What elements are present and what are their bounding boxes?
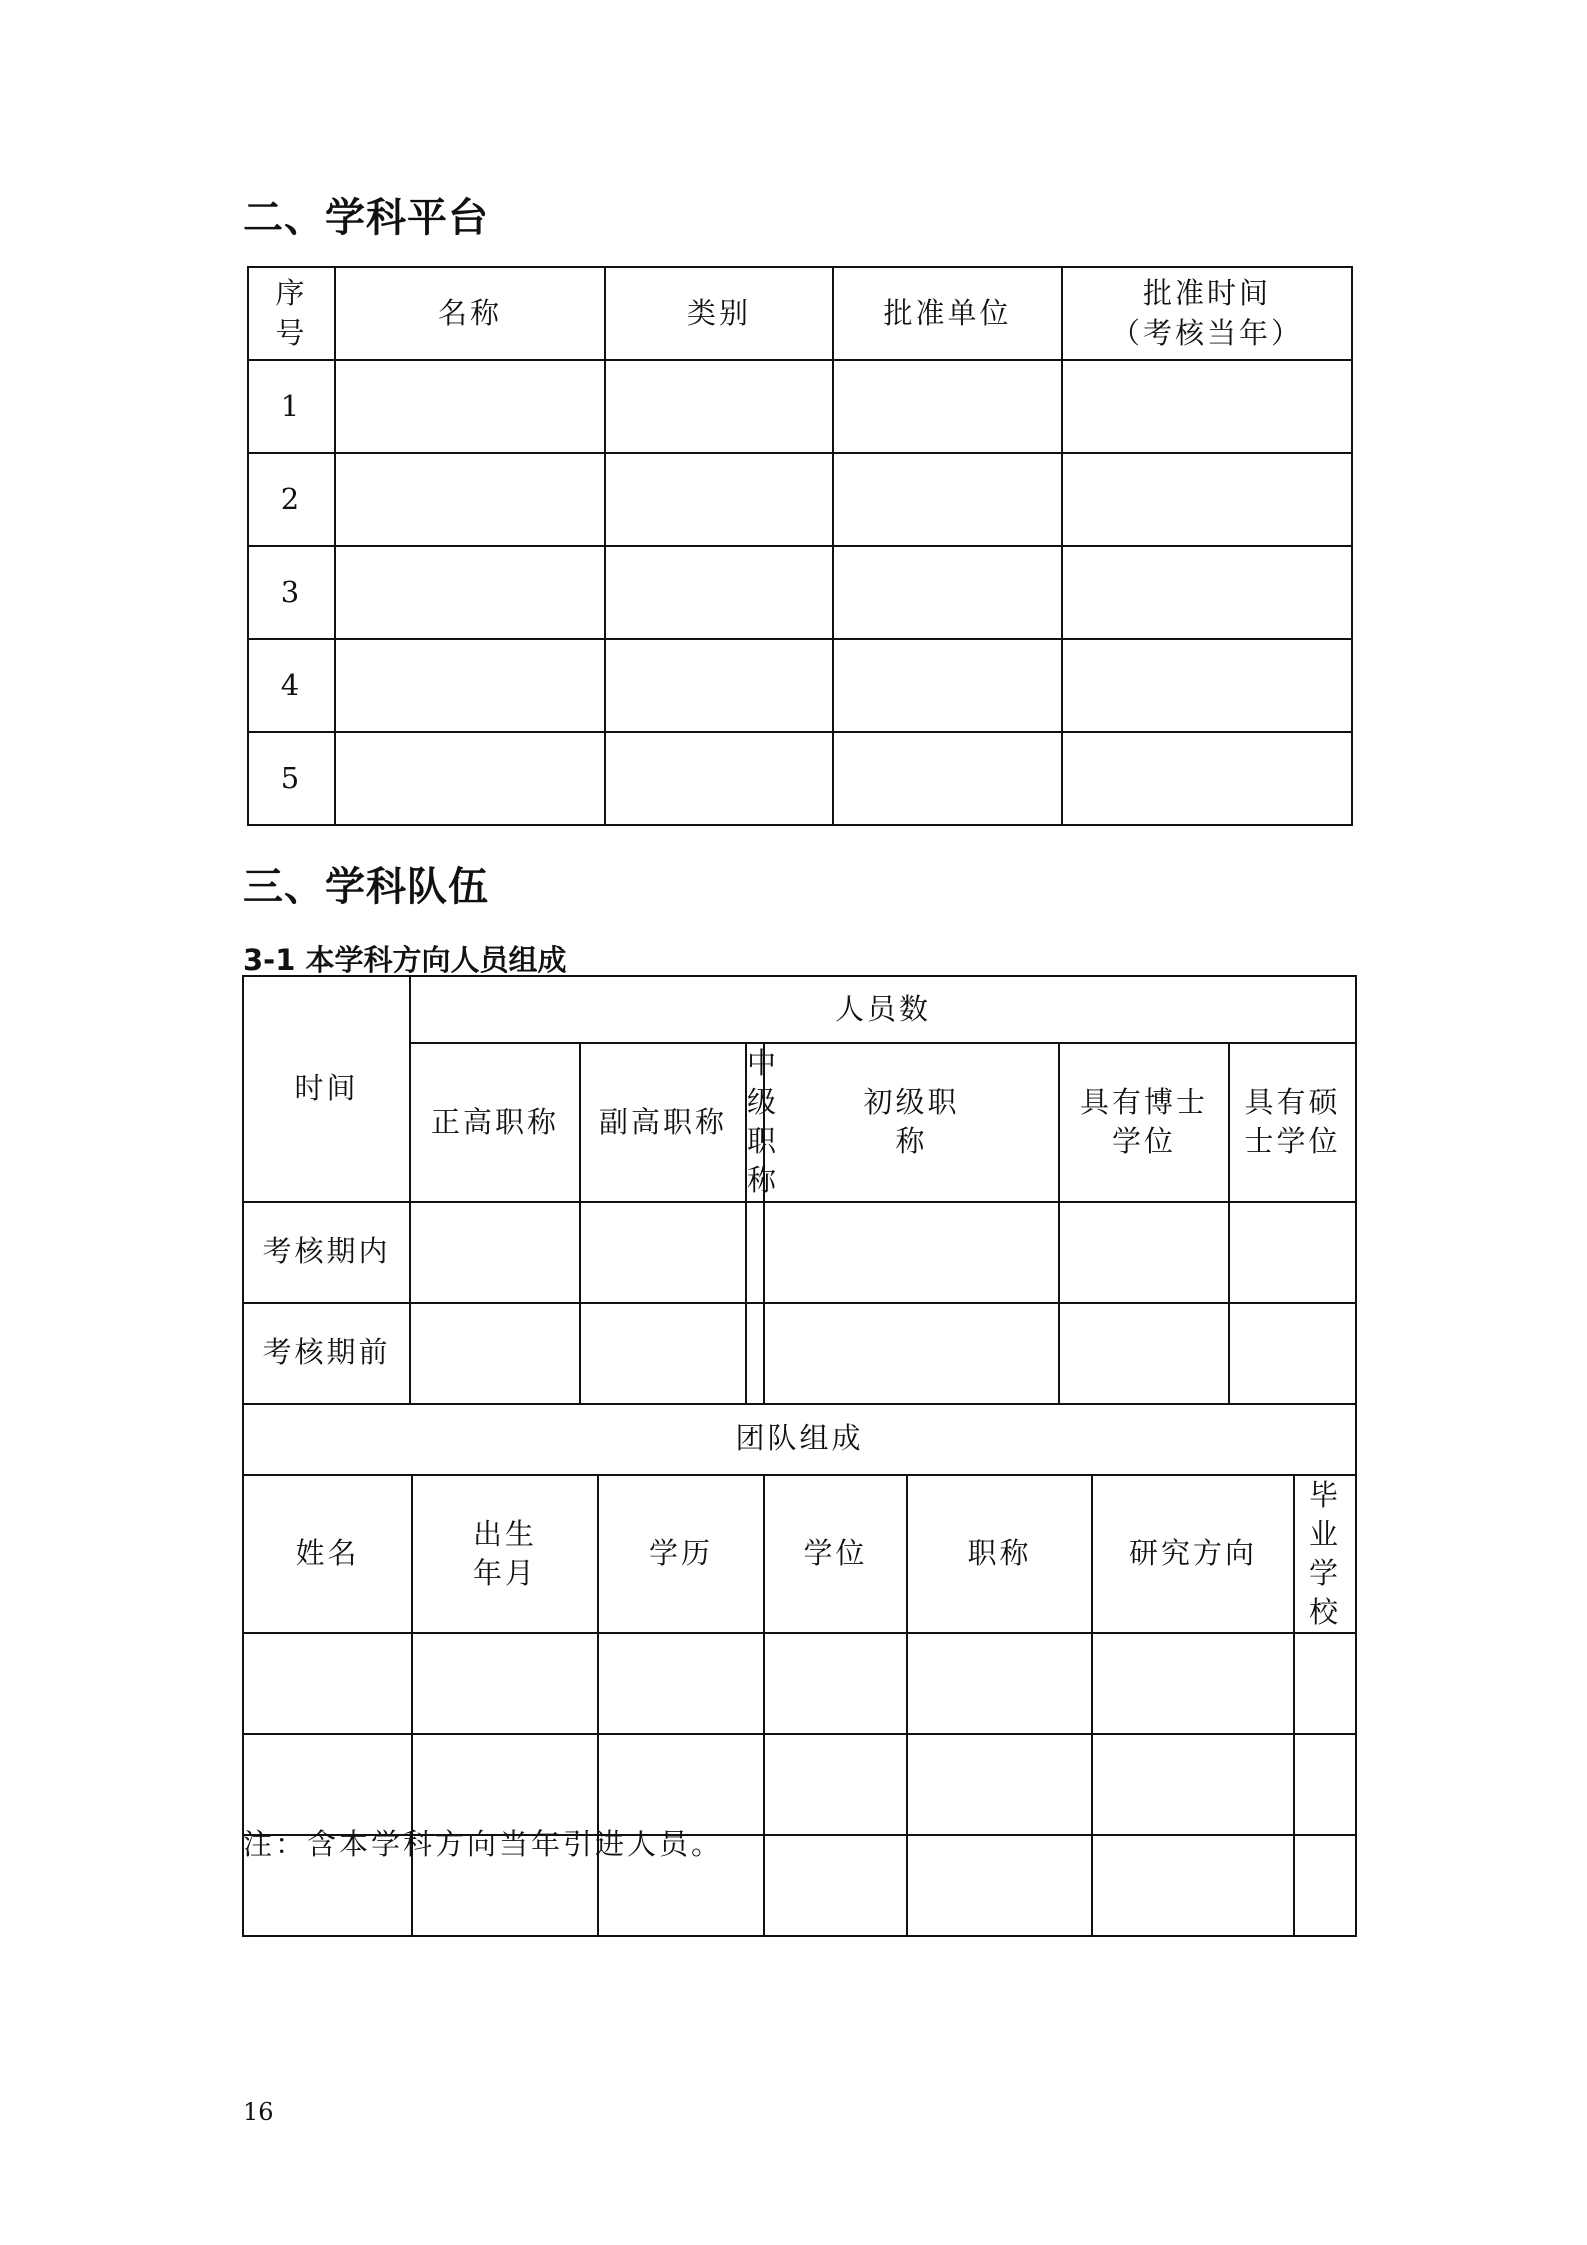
row-index: 4 <box>248 639 335 732</box>
approving-unit-cell[interactable] <box>833 453 1062 546</box>
doctorate-count-cell[interactable] <box>1059 1202 1229 1303</box>
table-row <box>243 1734 1356 1835</box>
staff-count-header: 人员数 <box>410 976 1356 1043</box>
masters-count-cell[interactable] <box>1229 1202 1356 1303</box>
title-cell[interactable] <box>907 1835 1092 1936</box>
header-title: 职称 <box>907 1475 1092 1634</box>
header-masters: 具有硕 士学位 <box>1229 1043 1356 1202</box>
category-cell[interactable] <box>605 453 833 546</box>
header-junior-title: 初级职 称 <box>764 1043 1059 1202</box>
page-number: 16 <box>243 2098 274 2126</box>
associate-senior-count-cell[interactable] <box>580 1202 746 1303</box>
table-row <box>248 639 1352 732</box>
period-label: 考核期前 <box>243 1303 410 1404</box>
header-research-direction: 研究方向 <box>1092 1475 1294 1634</box>
approving-unit-cell[interactable] <box>833 546 1062 639</box>
approval-time-cell[interactable] <box>1062 639 1352 732</box>
education-cell[interactable] <box>598 1734 764 1835</box>
table-row <box>248 453 1352 546</box>
header-education: 学历 <box>598 1475 764 1634</box>
table-row <box>248 732 1352 825</box>
table-row <box>243 1633 1356 1734</box>
category-cell[interactable] <box>605 546 833 639</box>
degree-cell[interactable] <box>764 1835 907 1936</box>
staff-header-row <box>243 1043 1356 1202</box>
intermediate-count-cell[interactable] <box>746 1303 764 1404</box>
team-title-row <box>243 1404 1356 1475</box>
row-index: 1 <box>248 360 335 453</box>
staff-count-title-row <box>243 976 1356 1043</box>
approval-time-cell[interactable] <box>1062 546 1352 639</box>
name-cell[interactable] <box>335 453 605 546</box>
table-header-row <box>248 267 1352 360</box>
education-cell[interactable] <box>598 1633 764 1734</box>
subsection-title: 3-1 本学科方向人员组成 <box>243 943 567 977</box>
table-row <box>248 546 1352 639</box>
research-direction-cell[interactable] <box>1092 1835 1294 1936</box>
team-header-row <box>243 1475 1356 1634</box>
name-cell[interactable] <box>335 639 605 732</box>
junior-count-cell[interactable] <box>764 1303 1059 1404</box>
time-header: 时间 <box>243 976 410 1202</box>
approval-time-cell[interactable] <box>1062 453 1352 546</box>
category-cell[interactable] <box>605 732 833 825</box>
table-row <box>243 1202 1356 1303</box>
team-composition-table <box>242 975 1357 1937</box>
section-title-platform: 二、学科平台 <box>243 195 489 241</box>
associate-senior-count-cell[interactable] <box>580 1303 746 1404</box>
approving-unit-cell[interactable] <box>833 360 1062 453</box>
row-index: 5 <box>248 732 335 825</box>
research-direction-cell[interactable] <box>1092 1633 1294 1734</box>
header-index: 序 号 <box>248 267 335 360</box>
degree-cell[interactable] <box>764 1633 907 1734</box>
team-composition-header: 团队组成 <box>243 1404 1356 1475</box>
graduate-school-cell[interactable] <box>1294 1633 1356 1734</box>
row-index: 2 <box>248 453 335 546</box>
approving-unit-cell[interactable] <box>833 639 1062 732</box>
category-cell[interactable] <box>605 639 833 732</box>
header-senior-title: 正高职称 <box>410 1043 580 1202</box>
header-category: 类别 <box>605 267 833 360</box>
senior-count-cell[interactable] <box>410 1303 580 1404</box>
header-member-name: 姓名 <box>243 1475 412 1634</box>
doctorate-count-cell[interactable] <box>1059 1303 1229 1404</box>
platform-table <box>247 266 1353 826</box>
birth-date-cell[interactable] <box>412 1633 598 1734</box>
title-cell[interactable] <box>907 1633 1092 1734</box>
masters-count-cell[interactable] <box>1229 1303 1356 1404</box>
table-row <box>243 1303 1356 1404</box>
degree-cell[interactable] <box>764 1734 907 1835</box>
name-cell[interactable] <box>335 546 605 639</box>
header-intermediate-title: 中级职 称 <box>746 1043 764 1202</box>
period-label: 考核期内 <box>243 1202 410 1303</box>
header-associate-senior-title: 副高职称 <box>580 1043 746 1202</box>
section-title-team: 三、学科队伍 <box>243 864 489 910</box>
intermediate-count-cell[interactable] <box>746 1202 764 1303</box>
member-name-cell[interactable] <box>243 1633 412 1734</box>
graduate-school-cell[interactable] <box>1294 1734 1356 1835</box>
header-birth-date: 出生 年月 <box>412 1475 598 1634</box>
header-doctorate: 具有博士 学位 <box>1059 1043 1229 1202</box>
name-cell[interactable] <box>335 360 605 453</box>
table-note: 注：含本学科方向当年引进人员。 <box>243 1827 724 1861</box>
title-cell[interactable] <box>907 1734 1092 1835</box>
birth-date-cell[interactable] <box>412 1734 598 1835</box>
name-cell[interactable] <box>335 732 605 825</box>
header-approval-time: 批准时间 （考核当年） <box>1062 267 1352 360</box>
approving-unit-cell[interactable] <box>833 732 1062 825</box>
header-name: 名称 <box>335 267 605 360</box>
approval-time-cell[interactable] <box>1062 732 1352 825</box>
header-degree: 学位 <box>764 1475 907 1634</box>
member-name-cell[interactable] <box>243 1734 412 1835</box>
row-index: 3 <box>248 546 335 639</box>
category-cell[interactable] <box>605 360 833 453</box>
header-graduate-school: 毕业 学校 <box>1294 1475 1356 1634</box>
approval-time-cell[interactable] <box>1062 360 1352 453</box>
table-row <box>248 360 1352 453</box>
research-direction-cell[interactable] <box>1092 1734 1294 1835</box>
junior-count-cell[interactable] <box>764 1202 1059 1303</box>
header-approving-unit: 批准单位 <box>833 267 1062 360</box>
senior-count-cell[interactable] <box>410 1202 580 1303</box>
graduate-school-cell[interactable] <box>1294 1835 1356 1936</box>
